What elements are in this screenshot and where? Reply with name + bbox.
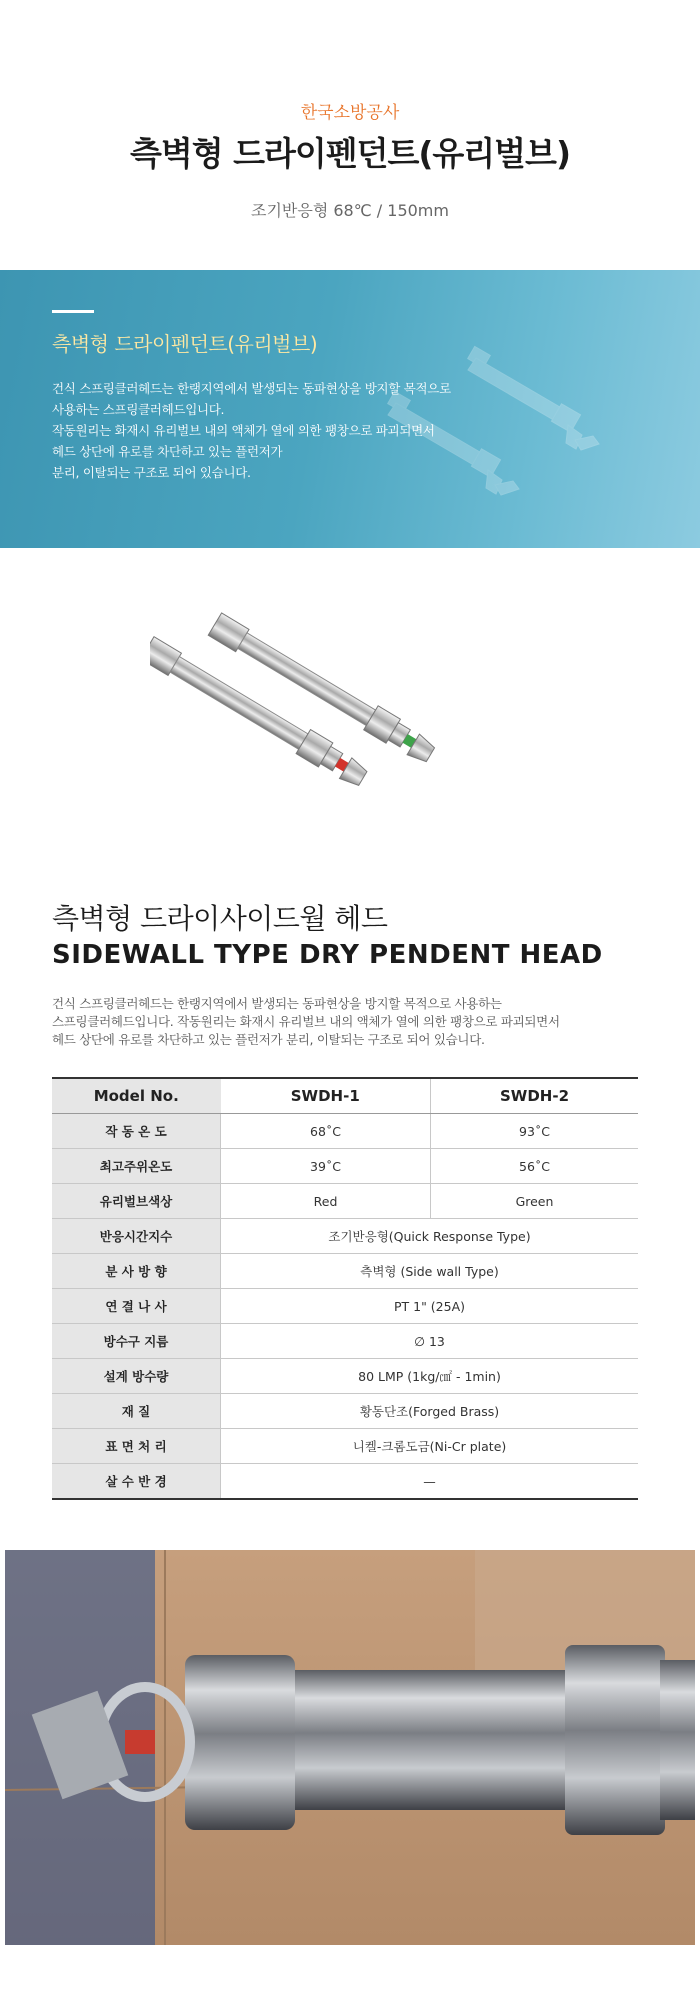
header-swdh-2: SWDH-2 xyxy=(431,1078,639,1114)
brand-name: 한국소방공사 xyxy=(300,103,400,123)
row-label: 유리벌브색상 xyxy=(52,1184,221,1219)
row-label: 작 동 온 도 xyxy=(52,1114,221,1149)
table-row xyxy=(52,1149,638,1184)
cell-value: 68˚C xyxy=(221,1114,431,1149)
banner-line: 헤드 상단에 유로를 차단하고 있는 플런저가 xyxy=(52,444,283,459)
cell-value: 측벽형 (Side wall Type) xyxy=(221,1254,639,1289)
cell-value: PT 1" (25A) xyxy=(221,1289,639,1324)
cell-value: 니켈-크롬도금(Ni-Cr plate) xyxy=(221,1429,639,1464)
table-row xyxy=(52,1114,638,1149)
cell-value: 56˚C xyxy=(431,1149,639,1184)
cell-value: Green xyxy=(431,1184,639,1219)
banner-line: 사용하는 스프링클러헤드입니다. xyxy=(52,402,225,417)
page-title: 측벽형 드라이펜던트(유리벌브) xyxy=(129,134,571,173)
header-model-no: Model No. xyxy=(52,1078,221,1114)
table-row xyxy=(52,1464,638,1500)
row-label: 반응시간지수 xyxy=(52,1219,221,1254)
table-row xyxy=(52,1219,638,1254)
description-line: 헤드 상단에 유로를 차단하고 있는 플런저가 분리, 이탈되는 구조로 되어 있습니다. xyxy=(52,1032,485,1047)
row-label: 표 면 처 리 xyxy=(52,1429,221,1464)
banner-line: 작동원리는 화재시 유리벌브 내의 액체가 열에 의한 팽창으로 파괴되면서 xyxy=(52,423,435,438)
product-photo xyxy=(5,1550,695,1945)
banner-accent-bar xyxy=(52,310,94,313)
table-row xyxy=(52,1394,638,1429)
table-row xyxy=(52,1359,638,1394)
row-label: 방수구 지름 xyxy=(52,1324,221,1359)
cell-value: 조기반응형(Quick Response Type) xyxy=(221,1219,639,1254)
table-row xyxy=(52,1184,638,1219)
table-row xyxy=(52,1429,638,1464)
section-title-english: SIDEWALL TYPE DRY PENDENT HEAD xyxy=(52,940,603,970)
banner-line: 건식 스프링클러헤드는 한랭지역에서 발생되는 동파현상을 방지할 목적으로 xyxy=(52,381,451,396)
table-row xyxy=(52,1324,638,1359)
spec-table xyxy=(52,1077,638,1500)
row-label: 재 질 xyxy=(52,1394,221,1429)
description-line: 건식 스프링클러헤드는 한랭지역에서 발생되는 동파현상을 방지할 목적으로 사용하는 xyxy=(52,996,502,1011)
row-label: 살 수 반 경 xyxy=(52,1464,221,1500)
row-label: 분 사 방 향 xyxy=(52,1254,221,1289)
cell-value: 황동단조(Forged Brass) xyxy=(221,1394,639,1429)
banner-title: 측벽형 드라이펜던트(유리벌브) xyxy=(52,332,318,356)
product-image xyxy=(150,610,530,810)
cell-value: 39˚C xyxy=(221,1149,431,1184)
cell-value: — xyxy=(221,1464,639,1500)
cell-value: ∅ 13 xyxy=(221,1324,639,1359)
section-description xyxy=(52,995,662,1049)
row-label: 설계 방수량 xyxy=(52,1359,221,1394)
table-header-row xyxy=(52,1078,638,1114)
banner-description xyxy=(52,378,472,483)
page-subtitle: 조기반응형 68℃ / 150mm xyxy=(251,201,449,220)
description-line: 스프링클러헤드입니다. 작동원리는 화재시 유리벌브 내의 액체가 열에 의한 팽창으로 파괴되면서 xyxy=(52,1014,560,1029)
cell-value: 80 LMP (1kg/㎠ - 1min) xyxy=(221,1359,639,1394)
header-swdh-1: SWDH-1 xyxy=(221,1078,431,1114)
cell-value: Red xyxy=(221,1184,431,1219)
table-row xyxy=(52,1254,638,1289)
row-label: 최고주위온도 xyxy=(52,1149,221,1184)
cell-value: 93˚C xyxy=(431,1114,639,1149)
header-section xyxy=(0,0,700,270)
row-label: 연 결 나 사 xyxy=(52,1289,221,1324)
table-row xyxy=(52,1289,638,1324)
section-title-korean: 측벽형 드라이사이드월 헤드 xyxy=(52,902,388,935)
banner-line: 분리, 이탈되는 구조로 되어 있습니다. xyxy=(52,465,251,480)
